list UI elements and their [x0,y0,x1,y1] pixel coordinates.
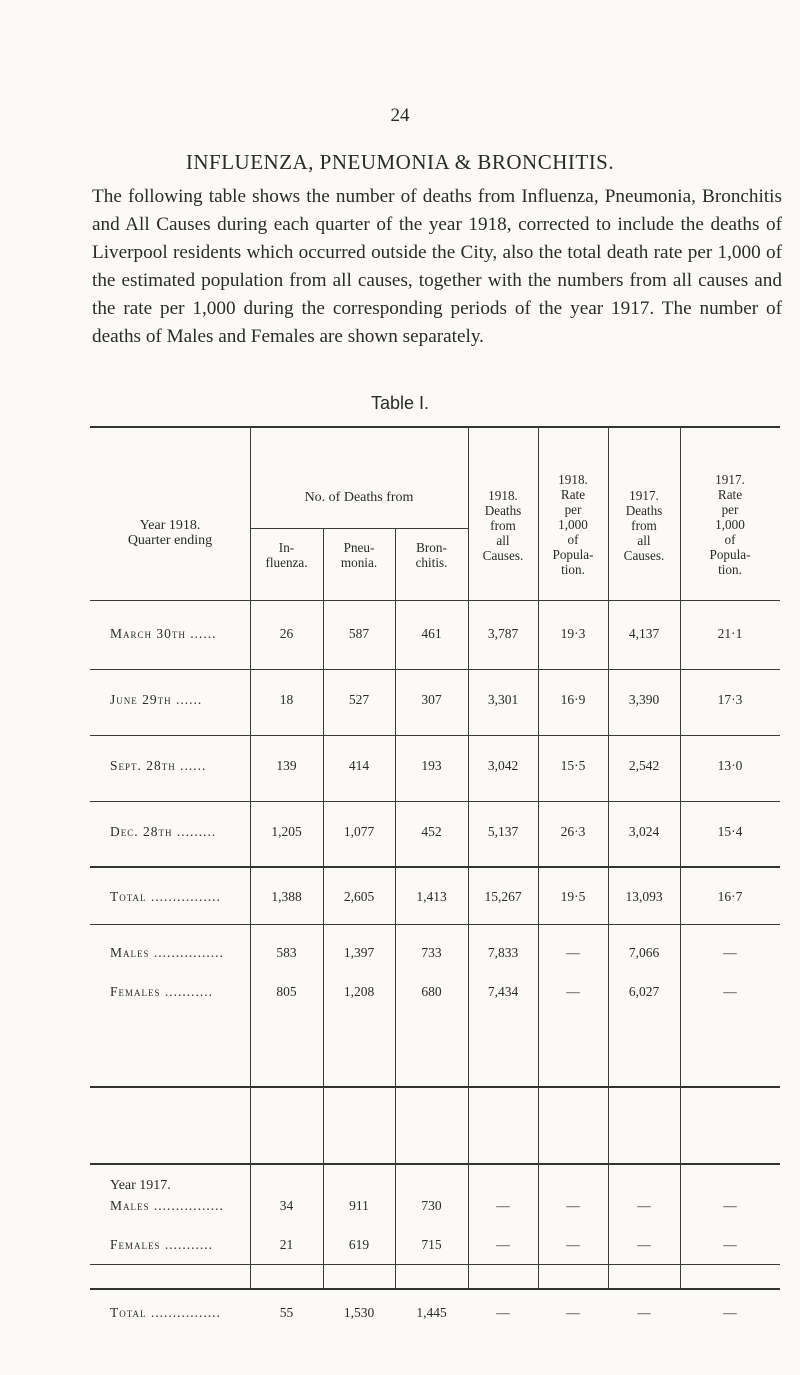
header-year-1918: Year 1918. [139,518,201,533]
row-label: June 29th ...... [110,692,203,707]
row-value: 3,042 [487,758,519,773]
row-label: Dec. 28th ......... [110,824,217,839]
row-value: — [723,1305,737,1320]
row-value: 16·7 [717,889,743,904]
row-value: 3,024 [628,824,660,839]
row-value: 16·9 [560,692,586,707]
row-label: Sept. 28th ...... [110,758,207,773]
header-rate-1918-5: of [567,532,579,547]
row-value: 21 [279,1237,294,1252]
row-value: 139 [276,758,297,773]
header-rate-1917-1: 1917. [715,472,745,487]
row-value: 3,787 [487,626,519,641]
row-value: — [566,984,580,999]
row-value: 1,413 [416,889,447,904]
header-deaths-1918-4: all [496,533,510,548]
row-value: 1,397 [343,945,375,960]
header-deaths-1917-4: all [637,533,651,548]
row-value: 13·0 [717,758,743,773]
row-value: — [637,1237,651,1252]
header-rate-1918-2: Rate [560,487,586,502]
header-deaths-1918-3: from [490,518,516,533]
header-rate-1918-3: per [564,502,582,517]
header-pneumonia-1: Pneu- [343,540,375,555]
row-value: 715 [421,1237,442,1252]
header-influenza-1: In- [278,540,295,555]
row-value: 19·5 [560,889,586,904]
row-value: 2,542 [628,758,660,773]
row-value: 527 [348,692,370,707]
header-rate-1917-6: Popula- [709,547,751,562]
row-value: 26 [279,626,294,641]
table-caption: Table I. [370,393,430,413]
header-rate-1918-1: 1918. [558,472,588,487]
row-value: — [637,1198,651,1213]
row-value: — [566,1237,580,1252]
row-value: 6,027 [628,984,660,999]
header-bronchitis-1: Bron- [416,540,447,555]
row-value: 1,205 [271,824,302,839]
row-label: Males ................ [110,945,224,960]
row-value: 7,434 [487,984,519,999]
row-value: 461 [421,626,442,641]
row-value: 583 [276,945,297,960]
header-no-of-deaths-from: No. of Deaths from [304,490,414,505]
page-number: 24 [390,105,410,126]
row-value: 19·3 [560,626,586,641]
row-value: 15,267 [484,889,522,904]
row-value: — [723,1198,737,1213]
row-value: 5,137 [487,824,519,839]
row-value: 55 [279,1305,294,1320]
row-value: 13,093 [625,889,663,904]
header-rate-1917-4: 1,000 [715,517,745,532]
row-value: 1,077 [343,824,375,839]
row-value: 3,301 [487,692,519,707]
row-label: Females ........... [110,984,214,999]
row-value: 1,445 [416,1305,447,1320]
row-value: 15·5 [560,758,586,773]
header-pneumonia-2: monia. [340,555,378,570]
row-value: — [723,984,737,999]
row-label: Males ................ [110,1198,224,1213]
row-value: 4,137 [628,626,660,641]
row-label: March 30th ...... [110,626,217,641]
row-value: — [496,1237,510,1252]
header-rate-1917-3: per [721,502,739,517]
row-value: — [566,1198,580,1213]
row-value: — [496,1305,510,1320]
intro-paragraph: The following table shows the number of deaths from Influenza, Pneumonia, Bronchitis and All Causes during each quarter of the year 1918, corrected to include the deaths of Liverpool residents which occurred outside the City, also the total death rate per 1,000 of the estimated population from all causes, together with the numbers from all causes and the rate per 1,000 during the corresponding periods of the year 1917. The number of deaths of Males and Females are shown separately. [92,186,782,347]
row-value: 733 [421,945,442,960]
page-title: INFLUENZA, PNEUMONIA & BRONCHITIS. [185,150,615,174]
row-value: 452 [421,824,442,839]
header-rate-1917-7: tion. [718,562,742,577]
row-value: 21·1 [717,626,743,641]
row-value: — [637,1305,651,1320]
row-value: 15·4 [717,824,743,839]
header-deaths-1917-3: from [631,518,657,533]
row-value: — [723,1237,737,1252]
row-label: Total ................ [110,889,221,904]
row-value: 680 [421,984,442,999]
header-deaths-1918-2: Deaths [484,503,522,518]
row-value: — [723,945,737,960]
header-rate-1918-7: tion. [561,562,585,577]
header-deaths-1917-1: 1917. [629,488,659,503]
row-value: — [566,1305,580,1320]
row-value: 2,605 [343,889,375,904]
row-value: 805 [276,984,297,999]
row-value: 414 [348,758,370,773]
row-value: 7,066 [628,945,660,960]
header-influenza-2: fluenza. [265,555,308,570]
row-value: 3,390 [628,692,660,707]
header-deaths-1918-1: 1918. [488,488,518,503]
row-value: 1,388 [271,889,302,904]
row-value: 1,530 [343,1305,375,1320]
year-1917-label: Year 1917. [110,1178,171,1193]
header-rate-1918-4: 1,000 [558,517,588,532]
row-value: 307 [421,692,442,707]
header-quarter-ending: Quarter ending [127,533,213,548]
row-value: 911 [349,1198,369,1213]
header-rate-1918-6: Popula- [552,547,594,562]
row-value: 587 [348,626,370,641]
row-value: — [496,1198,510,1213]
row-label: Total ................ [110,1305,221,1320]
row-label: Females ........... [110,1237,214,1252]
row-value: 1,208 [343,984,375,999]
row-value: 26·3 [560,824,586,839]
row-value: 17·3 [717,692,743,707]
header-deaths-1918-5: Causes. [482,548,524,563]
row-value: 730 [421,1198,442,1213]
header-bronchitis-2: chitis. [415,555,448,570]
row-value: 7,833 [487,945,519,960]
row-value: 619 [348,1237,370,1252]
row-value: 18 [279,692,294,707]
header-deaths-1917-2: Deaths [625,503,663,518]
header-deaths-1917-5: Causes. [623,548,665,563]
row-value: 193 [421,758,442,773]
header-rate-1917-5: of [724,532,736,547]
row-value: — [566,945,580,960]
row-value: 34 [279,1198,294,1213]
header-rate-1917-2: Rate [717,487,743,502]
